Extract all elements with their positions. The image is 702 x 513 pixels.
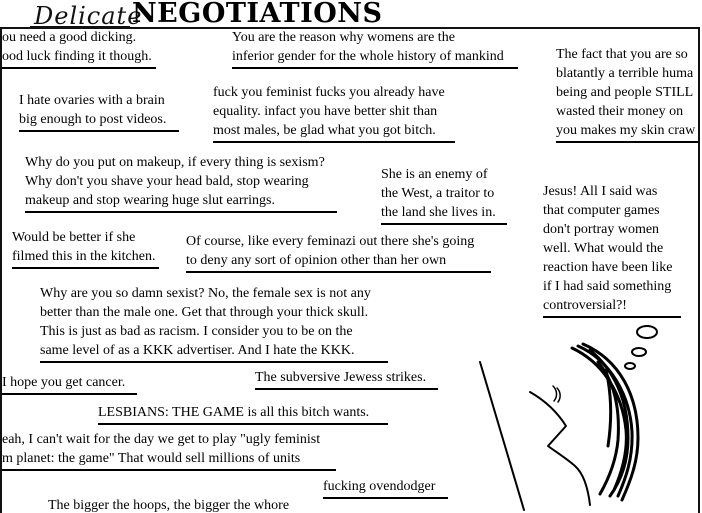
comment-line: fuck you feminist fucks you already have	[213, 85, 445, 100]
comment-line: to deny any sort of opinion other than her own	[186, 253, 447, 268]
thought-bubble-medium	[632, 348, 646, 356]
eye-stroke	[553, 386, 557, 401]
comment-line: reaction have been like	[543, 260, 673, 275]
comment-line: if I had said something	[543, 279, 672, 294]
comment-line: Jesus! All I said was	[543, 184, 658, 199]
eye-stroke	[557, 388, 560, 402]
comment-line: blatantly a terrible huma	[556, 66, 694, 81]
comment-line: the West, a traitor to	[381, 186, 495, 201]
comment-line: being and people STILL	[556, 85, 694, 100]
comment-line: I hope you get cancer.	[2, 375, 126, 390]
comment-line: same level of as a KKK advertiser. And I hate the KKK.	[40, 343, 355, 358]
comment-line: wasted their money on	[556, 104, 684, 119]
title-script-word: Delicate	[34, 2, 143, 30]
comment-line: controversial?!	[543, 298, 627, 313]
title-main-word: NEGOTIATIONS	[132, 0, 383, 29]
comment-line: m planet: the game" That would sell millions of units	[2, 451, 301, 466]
comment-line: big enough to post videos.	[19, 112, 167, 127]
comment-line: ou need a good dicking.	[2, 30, 137, 45]
comment-line: The subversive Jewess strikes.	[255, 370, 427, 385]
comment-line: the land she lives in.	[381, 205, 496, 220]
comment-line: ood luck finding it though.	[2, 49, 152, 64]
thought-bubble-small	[625, 363, 635, 369]
comment-line: The bigger the hoops, the bigger the whore	[48, 498, 290, 513]
comment-line: This is just as bad as racism. I consider you to be on the	[40, 324, 353, 339]
comment-line: equality. infact you have better shit than	[213, 104, 438, 119]
comment-line: Of course, like every feminazi out there she's going	[186, 234, 475, 249]
face-profile	[530, 392, 590, 505]
comment-line: makeup and stop wearing huge slut earrings.	[25, 193, 275, 208]
comment-line: Why are you so damn sexist? No, the female sex is not any	[40, 286, 371, 301]
comment-line: that computer games	[543, 203, 660, 218]
comment-line: don't portray women	[543, 222, 660, 237]
comment-line: I hate ovaries with a brain	[19, 93, 165, 108]
comment-line: better than the male one. Get that through your thick skull.	[40, 305, 369, 320]
comment-line: most males, be glad what you got bitch.	[213, 123, 436, 138]
comment-line: The fact that you are so	[556, 47, 688, 62]
comment-line: you makes my skin craw	[556, 123, 696, 138]
comment-line: Why don't you shave your head bald, stop wearing	[25, 174, 309, 189]
arm-line	[480, 362, 524, 510]
comment-line: You are the reason why womens are the	[232, 30, 455, 45]
comment-line: filmed this in the kitchen.	[12, 249, 156, 264]
comment-line: Would be better if she	[12, 230, 136, 245]
comment-line: LESBIANS: THE GAME is all this bitch wants.	[98, 405, 370, 420]
comment-line: inferior gender for the whole history of mankind	[232, 49, 504, 64]
comment-line: She is an enemy of	[381, 167, 488, 182]
comment-line: Why do you put on makeup, if every thing is sexism?	[25, 155, 325, 170]
comment-line: fucking ovendodger	[323, 479, 436, 494]
thought-bubble-large	[637, 326, 657, 338]
comment-line: eah, I can't wait for the day we get to play "ugly feminist	[2, 432, 321, 447]
comment-line: well. What would the	[543, 241, 664, 256]
